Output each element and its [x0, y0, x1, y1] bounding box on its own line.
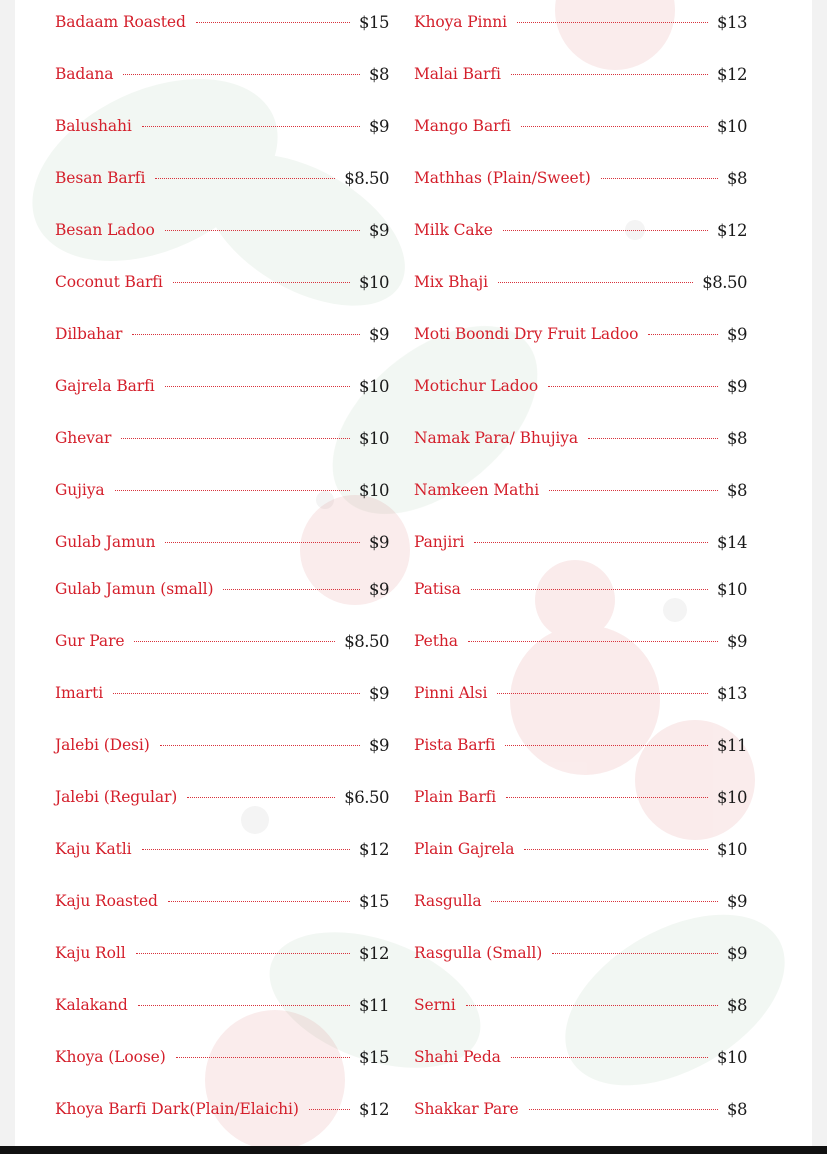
menu-item-name: Rasgulla (Small) [414, 944, 543, 962]
menu-item-price: $9 [369, 735, 389, 755]
menu-item-price: $10 [717, 1047, 747, 1067]
menu-item-price: $9 [369, 683, 389, 703]
menu-page [15, 0, 812, 1146]
menu-item-price: $10 [359, 376, 389, 396]
menu-item-price: $9 [369, 532, 389, 552]
menu-item-name: Mango Barfi [414, 117, 511, 135]
menu-item-name: Khoya Barfi Dark(Plain/Elaichi) [55, 1100, 299, 1118]
menu-item-name: Badaam Roasted [55, 13, 186, 31]
dotted-leader [165, 542, 360, 543]
menu-item-name: Besan Barfi [55, 169, 146, 187]
menu-item [55, 837, 389, 861]
dotted-leader [121, 438, 350, 439]
dotted-leader [548, 386, 718, 387]
menu-item [55, 218, 389, 242]
menu-item-price: $9 [369, 116, 389, 136]
menu-item-price: $10 [717, 787, 747, 807]
dotted-leader [498, 282, 693, 283]
menu-item [414, 681, 747, 705]
dotted-leader [521, 126, 708, 127]
menu-item-name: Kaju Roll [55, 944, 126, 962]
dotted-leader [549, 490, 718, 491]
menu-item-price: $12 [717, 64, 747, 84]
dotted-leader [309, 1109, 350, 1110]
menu-item [55, 166, 389, 190]
menu-item-name: Khoya (Loose) [55, 1048, 166, 1066]
dotted-leader [138, 1005, 350, 1006]
dotted-leader [511, 74, 708, 75]
dotted-leader [223, 589, 360, 590]
menu-item-name: Mathhas (Plain/Sweet) [414, 169, 591, 187]
menu-item [55, 993, 389, 1017]
menu-item [414, 733, 747, 757]
menu-item-price: $10 [717, 579, 747, 599]
menu-item [55, 629, 389, 653]
menu-item-name: Coconut Barfi [55, 273, 163, 291]
menu-item [414, 1045, 747, 1069]
menu-item-name: Balushahi [55, 117, 132, 135]
menu-item-price: $8 [369, 64, 389, 84]
menu-item-price: $8 [727, 1099, 747, 1119]
menu-item [414, 941, 747, 965]
menu-item-price: $14 [717, 532, 747, 552]
menu-item [55, 374, 389, 398]
menu-item-price: $10 [359, 428, 389, 448]
bottom-bar [0, 1146, 827, 1154]
menu-item-name: Pinni Alsi [414, 684, 488, 702]
menu-item-name: Imarti [55, 684, 104, 702]
menu-item-price: $12 [717, 220, 747, 240]
menu-item [55, 62, 389, 86]
dotted-leader [160, 745, 360, 746]
menu-item [55, 270, 389, 294]
menu-item-name: Jalebi (Desi) [55, 736, 150, 754]
menu-item-price: $8 [727, 428, 747, 448]
menu-item [414, 10, 747, 34]
menu-item-name: Plain Barfi [414, 788, 497, 806]
menu-item-price: $12 [359, 839, 389, 859]
dotted-leader [187, 797, 335, 798]
dotted-leader [505, 745, 708, 746]
menu-item-price: $9 [369, 324, 389, 344]
menu-item [55, 1045, 389, 1069]
menu-item-price: $15 [359, 12, 389, 32]
menu-item-price: $8.50 [702, 272, 747, 292]
dotted-leader [113, 693, 360, 694]
dotted-leader [511, 1057, 708, 1058]
menu-item-name: Shakkar Pare [414, 1100, 519, 1118]
menu-item [414, 114, 747, 138]
menu-item [55, 681, 389, 705]
dotted-leader [471, 589, 708, 590]
menu-item-name: Dilbahar [55, 325, 123, 343]
dotted-leader [173, 282, 350, 283]
menu-item [414, 1097, 747, 1121]
menu-item-price: $10 [717, 116, 747, 136]
dotted-leader [552, 953, 718, 954]
dotted-leader [196, 22, 350, 23]
menu-item-price: $8 [727, 168, 747, 188]
menu-item-price: $13 [717, 12, 747, 32]
dotted-leader [115, 490, 350, 491]
dotted-leader [142, 849, 350, 850]
menu-item [414, 270, 747, 294]
menu-item [414, 530, 747, 554]
menu-item [55, 478, 389, 502]
dotted-leader [524, 849, 708, 850]
menu-item [414, 426, 747, 450]
menu-item [55, 733, 389, 757]
dotted-leader [468, 641, 718, 642]
menu-item-name: Rasgulla [414, 892, 482, 910]
dotted-leader [165, 386, 350, 387]
menu-item-name: Kaju Roasted [55, 892, 158, 910]
menu-item [55, 530, 389, 554]
menu-item-price: $8.50 [344, 631, 389, 651]
menu-item [414, 62, 747, 86]
menu-item-name: Malai Barfi [414, 65, 501, 83]
menu-item [414, 166, 747, 190]
dotted-leader [155, 178, 335, 179]
menu-item [55, 114, 389, 138]
menu-item-name: Moti Boondi Dry Fruit Ladoo [414, 325, 639, 343]
menu-item-name: Badana [55, 65, 114, 83]
menu-item-name: Gujiya [55, 481, 105, 499]
menu-item-price: $6.50 [344, 787, 389, 807]
menu-item [55, 941, 389, 965]
menu-item-name: Pista Barfi [414, 736, 496, 754]
dotted-leader [134, 641, 335, 642]
dotted-leader [491, 901, 718, 902]
menu-item-name: Mix Bhaji [414, 273, 488, 291]
menu-item-name: Namkeen Mathi [414, 481, 540, 499]
menu-item-price: $13 [717, 683, 747, 703]
menu-item-name: Milk Cake [414, 221, 493, 239]
menu-item [55, 426, 389, 450]
menu-item-price: $12 [359, 1099, 389, 1119]
dotted-leader [503, 230, 708, 231]
menu-item [414, 889, 747, 913]
menu-item [55, 10, 389, 34]
menu-item-name: Ghevar [55, 429, 112, 447]
menu-item-price: $8 [727, 995, 747, 1015]
menu-item-name: Namak Para/ Bhujiya [414, 429, 579, 447]
dotted-leader [168, 901, 350, 902]
menu-item-name: Shahi Peda [414, 1048, 501, 1066]
menu-item [414, 785, 747, 809]
menu-item-name: Besan Ladoo [55, 221, 155, 239]
menu-item-name: Patisa [414, 580, 461, 598]
menu-item-price: $11 [717, 735, 747, 755]
menu-item-price: $9 [727, 631, 747, 651]
menu-item-price: $11 [359, 995, 389, 1015]
menu-item [55, 889, 389, 913]
menu-item-price: $9 [727, 943, 747, 963]
dotted-leader [588, 438, 718, 439]
menu-item-name: Gulab Jamun (small) [55, 580, 214, 598]
menu-item [414, 577, 747, 601]
dotted-leader [466, 1005, 718, 1006]
menu-item [414, 478, 747, 502]
menu-item [55, 577, 389, 601]
menu-item [55, 785, 389, 809]
menu-item [414, 837, 747, 861]
dotted-leader [165, 230, 360, 231]
menu-item [414, 322, 747, 346]
menu-item-price: $10 [359, 272, 389, 292]
menu-item-price: $9 [369, 579, 389, 599]
menu-item-price: $12 [359, 943, 389, 963]
dotted-leader [506, 797, 708, 798]
dotted-leader [648, 334, 718, 335]
menu-item-name: Kalakand [55, 996, 128, 1014]
dotted-leader [132, 334, 360, 335]
menu-item-name: Motichur Ladoo [414, 377, 539, 395]
menu-item-price: $8 [727, 480, 747, 500]
menu-item [414, 374, 747, 398]
dotted-leader [497, 693, 708, 694]
dotted-leader [123, 74, 360, 75]
menu-item [414, 993, 747, 1017]
menu-item-name: Kaju Katli [55, 840, 132, 858]
menu-item-price: $8.50 [344, 168, 389, 188]
menu-item-price: $9 [727, 891, 747, 911]
dotted-leader [136, 953, 350, 954]
menu-item-name: Gulab Jamun [55, 533, 156, 551]
dotted-leader [529, 1109, 718, 1110]
menu-item-price: $10 [717, 839, 747, 859]
dotted-leader [142, 126, 360, 127]
menu-item-price: $15 [359, 891, 389, 911]
menu-item [414, 218, 747, 242]
menu-item [55, 1097, 389, 1121]
menu-item-name: Gajrela Barfi [55, 377, 155, 395]
menu-item-name: Gur Pare [55, 632, 125, 650]
menu-item-name: Jalebi (Regular) [55, 788, 178, 806]
menu-item-name: Serni [414, 996, 456, 1014]
menu-item-price: $9 [727, 324, 747, 344]
menu-item-price: $10 [359, 480, 389, 500]
dotted-leader [176, 1057, 350, 1058]
menu-item [414, 629, 747, 653]
menu-item-price: $9 [727, 376, 747, 396]
dotted-leader [474, 542, 708, 543]
menu-item-price: $9 [369, 220, 389, 240]
menu-item-name: Panjiri [414, 533, 465, 551]
dotted-leader [517, 22, 708, 23]
menu-item-name: Plain Gajrela [414, 840, 515, 858]
dotted-leader [601, 178, 718, 179]
menu-item-name: Petha [414, 632, 458, 650]
menu-item [55, 322, 389, 346]
menu-item-price: $15 [359, 1047, 389, 1067]
menu-item-name: Khoya Pinni [414, 13, 508, 31]
